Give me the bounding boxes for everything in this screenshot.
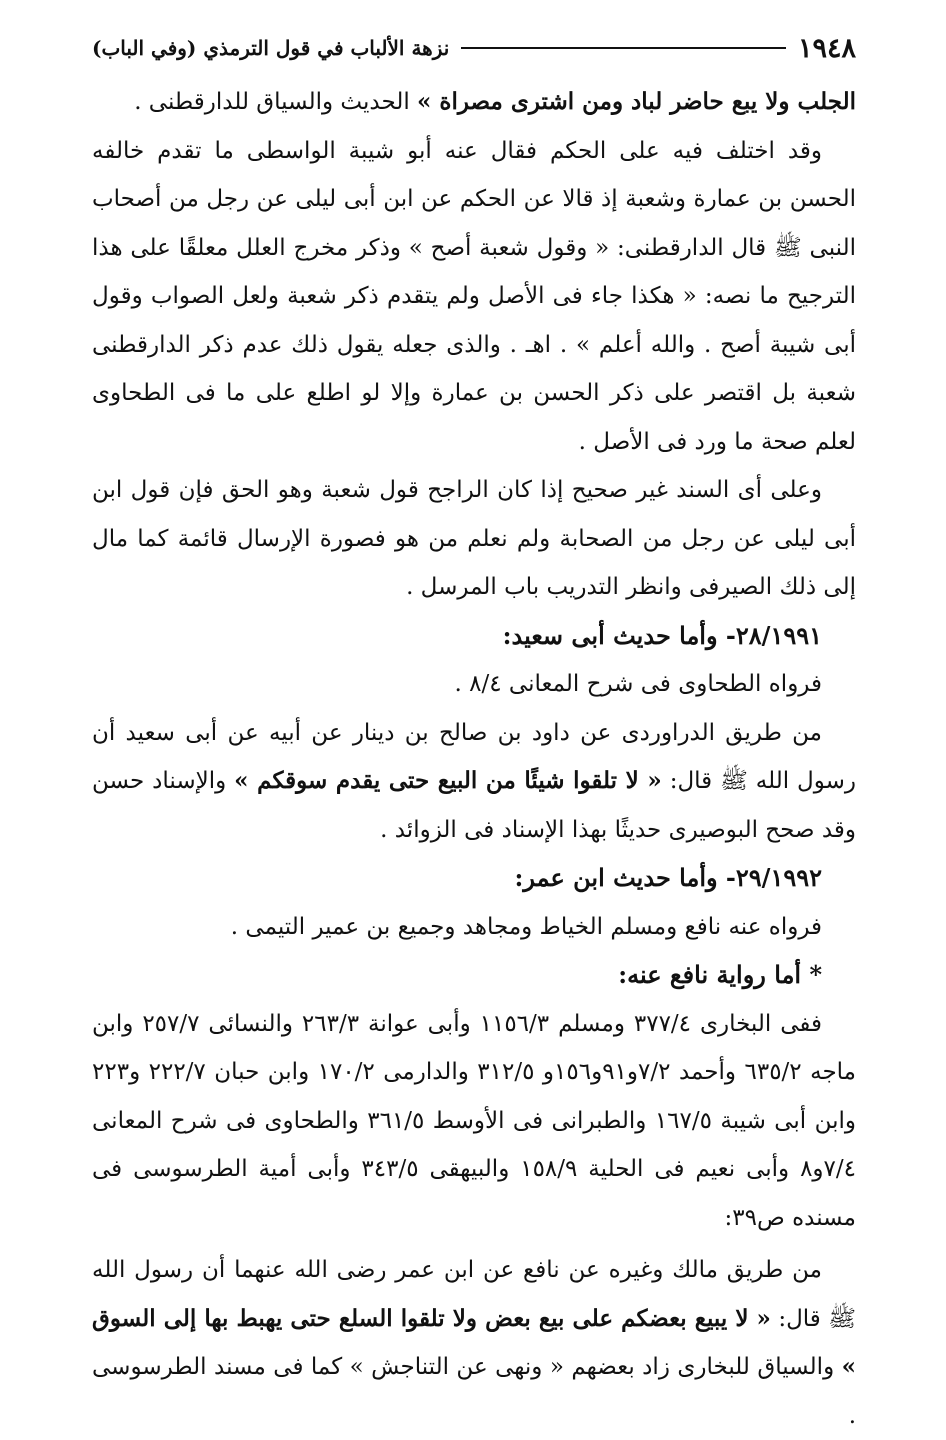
paragraph-2: وقد اختلف فيه على الحكم فقال عنه أبو شيبة الواسطى ما تقدم خالفه الحسن بن عمارة وشعبة إذ قالا عن الحكم عن ابن أبى ليلى عن رجل من أصحاب النبى ﷺ قال الدارقطنى: « وقول شعبة أصح » وذكر مخرج العلل معلقًا على هذا الترجيح ما نصه: « هكذا جاء فى الأصل ولم يتقدم ذكر شعبة ولعل الصواب وقول أبى شيبة أصح . والله أعلم » . اهـ . والذى جعله يقول ذلك عدم ذكر الدارقطنى شعبة بل اقتصر على ذكر الحسن بن عمارة وإلا لو اطلع على ما فى الطحاوى لعلم صحة ما ورد فى الأصل . [92,137,856,455]
hadith-quote: الجلب ولا يبع حاضر لباد ومن اشترى مصراة » [417,88,856,115]
paragraph-text: من طريق الدراوردى عن داود بن صالح بن دينار عن أبيه عن أبى سعيد أن رسول الله ﷺ قال: [92,719,856,794]
running-title: نزهة الألباب في قول الترمذي (وفي الباب) [92,36,450,60]
hadith-quote: « لا يبيع بعضكم على بيع بعض ولا تلقوا السلع حتى يهبط بها إلى السوق » [92,1304,856,1380]
subsection-heading-nafi: * أما رواية نافع عنه: [618,960,822,989]
paragraph-3: وعلى أى السند غير صحيح إذا كان الراجح قول شعبة وهو الحق فإن قول ابن أبى ليلى عن رجل من الصحابة ولم نعلم من هو فصورة الإرسال قائمة كما مال إلى ذلك الصيرفى وانظر التدريب باب المرسل . [92,477,856,600]
header-rule [461,47,786,49]
paragraph-8 [92,1246,856,1440]
section-heading-1991: ٢٨/١٩٩١- وأما حديث أبى سعيد: [502,620,822,650]
page-body [92,78,856,1440]
paragraph-4: فرواه الطحاوى فى شرح المعانى ٨/٤ . [454,671,822,697]
paragraph-1 [92,78,856,127]
paragraph-text: والإسناد حسن وقد صحح البوصيرى حديثًا بهذا الإسناد فى الزوائد . [92,768,856,843]
paragraph-6: فرواه عنه نافع ومسلم الخياط ومجاهد وجميع بن عمير التيمى . [230,913,822,940]
hadith-quote: « لا تلقوا شيئًا من البيع حتى يقدم سوقكم » [234,767,662,794]
page-header [92,22,856,74]
paragraph-text: من طريق مالك وغيره عن نافع عن ابن عمر رضى الله عنهما أن رسول الله ﷺ قال: [92,1257,856,1332]
paragraph-text: والسياق للبخارى زاد بعضهم « ونهى عن التناجش » كما فى مسند الطرسوسى . [92,1354,856,1429]
paragraph-7: ففى البخارى ٣٧٧/٤ ومسلم ١١٥٦/٣ وأبى عوانة ٢٦٣/٣ والنسائى ٢٥٧/٧ وابن ماجه ٦٣٥/٢ وأحمد ٧/٢و٩١و١٥٦و ٣١٢/٥ والدارمى ١٧٠/٢ وابن حبان ٢٢٢/٧ و٢٢٣ وابن أبى شيبة ١٦٧/٥ والطبرانى فى الأوسط ٣٦١/٥ والطحاوى فى شرح المعانى ٧/٤و٨ وأبى نعيم فى الحلية ١٥٨/٩ والبيهقى ٣٤٣/٥ وأبى أمية الطرسوسى فى مسنده ص٣٩: [92,1010,856,1231]
page-number: ١٩٤٨ [797,32,856,64]
section-heading-1992: ٢٩/١٩٩٢- وأما حديث ابن عمر: [514,863,822,892]
paragraph-5 [92,709,856,855]
paragraph-text: الحديث والسياق للدارقطنى . [134,89,418,115]
